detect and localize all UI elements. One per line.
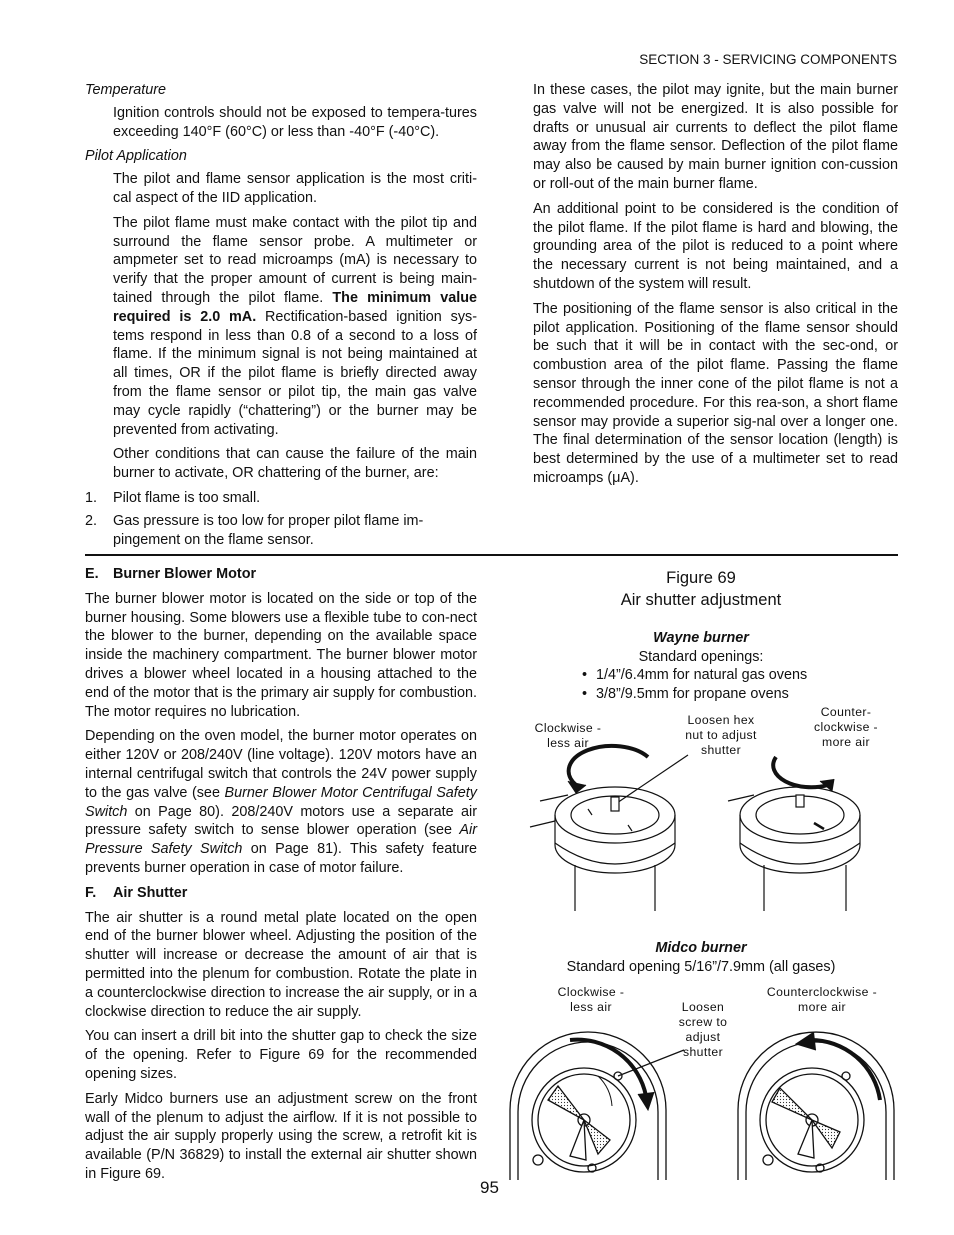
right-wayne-burner bbox=[728, 787, 860, 911]
section-e-heading bbox=[85, 565, 477, 584]
temperature-text: Ignition controls should not be exposed to tempera-tures exceeding 140°F (60°C) or less than -40°F (-40°C). bbox=[113, 104, 477, 140]
pilot-p2-text-a: The pilot flame must make contact with the pilot tip and surround the flame sensor probe. A multimeter or ampmeter set to read microamps (mA) is necessary to verify that the proper amount of current is being main-tained through the pilot flame. bbox=[113, 214, 477, 306]
section-e-p2-a: Depending on the oven model, the burner motor operates on either 120V or 208/240V (line voltage). 120V motors have an internal centrifugal switch that controls the 24V power supply to the gas valve (see bbox=[85, 728, 477, 801]
wayne-label-mid: Loosen hex nut to adjust shutter bbox=[685, 713, 757, 757]
right-midco-burner bbox=[738, 1032, 894, 1180]
wayne-bullet bbox=[582, 666, 807, 685]
section-f-title: Air Shutter bbox=[113, 884, 188, 901]
left-bottom-column bbox=[85, 565, 477, 1190]
section-e-p2-b: on Page 80). 208/240V motors use a separate air pressure safety switch to sense blower operation (see bbox=[85, 803, 478, 839]
right-top-column bbox=[533, 81, 898, 494]
pointer-line bbox=[614, 755, 688, 805]
wayne-label-right: Counter- clockwise - more air bbox=[814, 705, 878, 749]
wayne-bullets bbox=[582, 666, 807, 704]
figure-title: Air shutter adjustment bbox=[620, 591, 782, 609]
left-midco-burner bbox=[510, 1032, 684, 1180]
midco-label-left: Clockwise - less air bbox=[557, 985, 625, 1014]
section-e-paragraph-1: The burner blower motor is located on the side or top of the burner housing. Some blowers use a flexible tube to con-nect the blower to the burner, depending on the available space inside the machinery compartment. The burner blower motor drives a blower wheel located in a housing attached to the end of the motor that is the primary air supply for combustion. The motor requires no lubrication. bbox=[85, 590, 477, 720]
section-e-letter: E. bbox=[85, 566, 99, 582]
conditions-list bbox=[85, 489, 477, 549]
wayne-bullet bbox=[582, 685, 807, 704]
section-divider bbox=[85, 554, 898, 556]
wayne-bullet-text: 3/8”/9.5mm for propane ovens bbox=[596, 686, 789, 702]
wayne-subtitle: Standard openings: bbox=[638, 648, 764, 665]
counterclockwise-arrow-icon bbox=[773, 757, 828, 787]
section-f-letter: F. bbox=[85, 884, 97, 901]
section-e-p2-c: on Page 81). This safety feature prevents burner operation in case of motor failure. bbox=[85, 841, 478, 876]
left-wayne-burner bbox=[530, 787, 675, 911]
section-e-p2-italic-1: Burner Blower Motor Centrifugal Safety Switch bbox=[85, 784, 477, 820]
midco-label-right: Counterclockwise - more air bbox=[766, 985, 878, 1014]
pilot-paragraph-3: Other conditions that can cause the failure of the main burner to activate, OR chattering of the burner, are: bbox=[113, 446, 477, 482]
section-f-paragraph-2: You can insert a drill bit into the shutter gap to check the size of the opening. Refer to Figure 69 for the recommended opening sizes. bbox=[85, 1028, 477, 1082]
section-f-paragraph-3: Early Midco burners use an adjustment screw on the front wall of the plenum to adjust the airflow. If it is not possible to adjust the air supply properly using the screw, a retrofit kit is available (P/N 36829) to install the external air shutter shown in Figure 69. bbox=[85, 1090, 477, 1182]
wayne-bullet-text: 1/4”/6.4mm for natural gas ovens bbox=[596, 667, 808, 683]
clockwise-arrow-icon bbox=[569, 746, 648, 785]
bullet-dot: • bbox=[582, 686, 588, 702]
pilot-p2-text-b: Rectification-based ignition sys-tems respond in less than 0.8 of a second to a loss of flame. If the minimum signal is not being maintained at all times, OR if the pilot flame is briefly directed away from the flame sensor or pilot tip, the main gas valve may cycle rapidly (“chattering”) or the burner may be prevented from activating. bbox=[113, 308, 477, 438]
midco-header bbox=[530, 939, 872, 976]
figure-number: Figure 69 bbox=[666, 569, 736, 587]
midco-label-mid: Loosen screw to adjust shutter bbox=[678, 1000, 728, 1059]
list-text: Pilot flame is too small. bbox=[113, 489, 261, 506]
pilot-heading: Pilot Application bbox=[85, 148, 187, 165]
section-f-paragraph-1: The air shutter is a round metal plate located on the open end of the burner blower wheel. Adjusting the position of the shutter will increase or decrease the amount of air that is permitted into the plenum for combustion. Rotate the plate in a counterclockwise direction to increase the air supply, or in a clockwise direction to reduce the air supply. bbox=[85, 909, 477, 1020]
list-item bbox=[85, 489, 477, 508]
list-number: 1. bbox=[85, 489, 98, 506]
right-paragraph-1: In these cases, the pilot may ignite, but the main burner gas valve will not be energized. It is also possible for drafts or unusual air currents to deflect the pilot flame away from the flame sensor. Deflection of the pilot flame may also be caused by main burner ignition con-cussion or roll-out of the main burner flame. bbox=[533, 82, 898, 192]
section-e-paragraph-2 bbox=[85, 727, 477, 877]
pilot-paragraph-2 bbox=[85, 214, 477, 440]
section-f-heading bbox=[85, 884, 477, 903]
list-item bbox=[85, 512, 477, 550]
right-paragraph-2: An additional point to be considered is the condition of the pilot flame. If the pilot flame is hard and blowing, the grounding area of the pilot is reduced to a point where the necessary current is not being maintained, and a shutdown of the system will result. bbox=[533, 200, 898, 292]
bullet-dot: • bbox=[582, 667, 588, 683]
section-header: SECTION 3 - SERVICING COMPONENTS bbox=[639, 52, 897, 67]
left-top-column bbox=[85, 81, 477, 553]
counterclockwise-arrow-icon bbox=[810, 1040, 880, 1100]
pilot-p2-bold: The minimum value required is 2.0 mA. bbox=[113, 289, 478, 325]
temperature-heading: Temperature bbox=[85, 82, 167, 98]
counterclockwise-arrowhead-icon bbox=[796, 1032, 816, 1050]
list-text: Gas pressure is too low for proper pilot flame im-pingement on the flame sensor. bbox=[113, 512, 424, 548]
section-e-p2-italic-2: Air Pressure Safety Switch bbox=[85, 822, 477, 858]
midco-title: Midco burner bbox=[655, 940, 747, 956]
clockwise-arrowhead-icon bbox=[638, 1092, 654, 1110]
wayne-label-left: Clockwise - less air bbox=[534, 721, 602, 750]
wayne-title: Wayne burner bbox=[653, 630, 749, 646]
page-number: 95 bbox=[480, 1178, 499, 1197]
section-e-title: Burner Blower Motor bbox=[113, 566, 257, 582]
figure-caption bbox=[530, 567, 872, 611]
right-paragraph-3: The positioning of the flame sensor is also critical in the pilot application. Positioning of the flame sensor should be such that it will be in contact with the sec-ond, or combustion area of the pilot flame. Passing the flame sensor through the inner cone of the pilot flame is not a recommended procedure. For this rea-son, a short flame sensor may provide a superior sig-nal over a longer one. The final determination of the sensor location (length) is best determined by the use of a multimeter set to read microamps (μA). bbox=[533, 300, 898, 486]
midco-burner-diagram bbox=[500, 1020, 900, 1182]
pilot-paragraph-1: The pilot and flame sensor application is the most criti-cal aspect of the IID application. bbox=[113, 171, 477, 206]
wayne-header bbox=[530, 629, 872, 666]
list-number: 2. bbox=[85, 512, 98, 529]
wayne-burner-diagram bbox=[528, 725, 888, 915]
midco-subtitle: Standard opening 5/16”/7.9mm (all gases) bbox=[566, 958, 836, 975]
